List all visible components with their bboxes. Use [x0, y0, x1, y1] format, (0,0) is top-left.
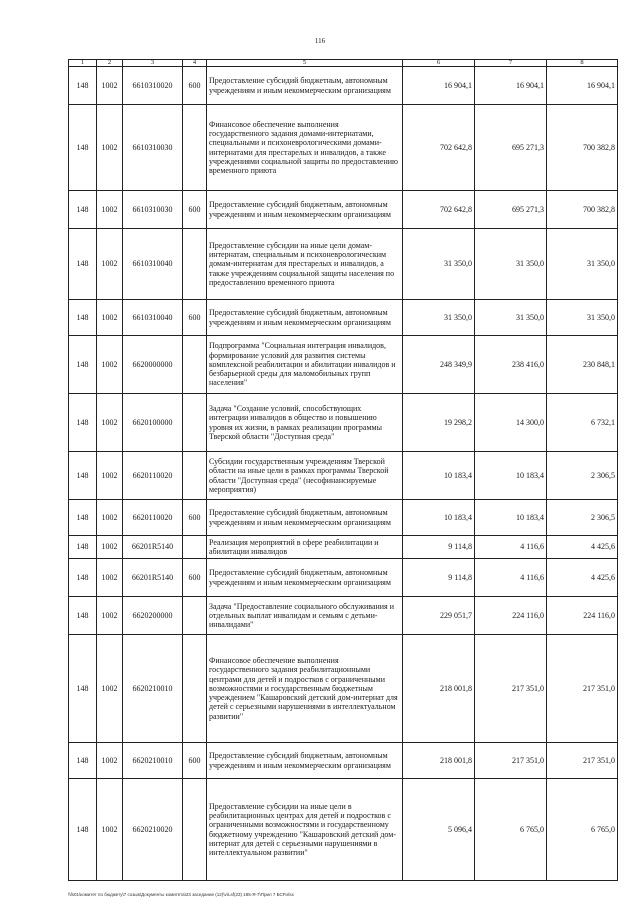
item-name-cell: Субсидии государственным учреждениям Тверской области на иные цели в рамках программы Тверской области "Доступная среда" (несофинансируемые мероприятия): [207, 452, 403, 500]
table-row: [69, 105, 618, 191]
item-name-cell: Предоставление субсидий бюджетным, автономным учреждениям и иным некоммерческим организациям: [207, 300, 403, 336]
section-code-cell: 1002: [97, 559, 123, 597]
amount-year2-cell: 31 350,0: [475, 300, 547, 336]
target-article-cell: 6610310030: [123, 191, 183, 229]
amount-year3-cell: 16 904,1: [547, 67, 618, 105]
column-number-row: [69, 60, 618, 67]
expense-type-cell: 600: [183, 67, 207, 105]
admin-code-cell: 148: [69, 635, 97, 743]
expense-type-cell: [183, 635, 207, 743]
amount-year3-cell: 2 306,5: [547, 500, 618, 536]
table-row: [69, 394, 618, 452]
amount-year3-cell: 31 350,0: [547, 229, 618, 300]
target-article-cell: 66201R5140: [123, 536, 183, 559]
section-code-cell: 1002: [97, 452, 123, 500]
item-name-cell: Подпрограмма "Социальная интеграция инвалидов, формирование условий для развития системы комплексной реабилитации и абилитации инвалидов и безбарьерной среды для маломобильных групп населения": [207, 336, 403, 394]
section-code-cell: 1002: [97, 336, 123, 394]
admin-code-cell: 148: [69, 336, 97, 394]
item-name-cell: Задача "Предоставление социального обслуживания и отдельных выплат инвалидам и семьям с детьми-инвалидами": [207, 597, 403, 635]
table-body: [69, 67, 618, 881]
table-row: [69, 559, 618, 597]
section-code-cell: 1002: [97, 300, 123, 336]
admin-code-cell: 148: [69, 67, 97, 105]
section-code-cell: 1002: [97, 394, 123, 452]
page-number: 116: [314, 37, 326, 45]
target-article-cell: 6610310040: [123, 229, 183, 300]
admin-code-cell: 148: [69, 300, 97, 336]
target-article-cell: 6620100000: [123, 394, 183, 452]
expense-type-cell: [183, 779, 207, 881]
target-article-cell: 6620110020: [123, 500, 183, 536]
expense-type-cell: 600: [183, 191, 207, 229]
table-row: [69, 743, 618, 779]
target-article-cell: 6610310040: [123, 300, 183, 336]
expense-type-cell: [183, 452, 207, 500]
amount-year1-cell: 31 350,0: [403, 300, 475, 336]
amount-year1-cell: 702 642,8: [403, 191, 475, 229]
section-code-cell: 1002: [97, 635, 123, 743]
amount-year3-cell: 31 350,0: [547, 300, 618, 336]
amount-year1-cell: 218 001,8: [403, 635, 475, 743]
column-header: 6: [403, 60, 475, 67]
amount-year1-cell: 702 642,8: [403, 105, 475, 191]
target-article-cell: 6620210010: [123, 743, 183, 779]
item-name-cell: Финансовое обеспечение выполнения государственного задания реабилитационными центрами для детей и подростков с ограниченными возможностями и государственным бюджетным учреждением "Кашаровский детский дом-интернат для детей с серьезными нарушениями в интеллектуальном развитии": [207, 635, 403, 743]
admin-code-cell: 148: [69, 779, 97, 881]
section-code-cell: 1002: [97, 536, 123, 559]
item-name-cell: Финансовое обеспечение выполнения государственного задания домами-интернатами, специальными и психоневрологическими домами-интернатами для престарелых и инвалидов, а также учреждениями социальной защиты по предоставлению временного приюта: [207, 105, 403, 191]
amount-year3-cell: 700 382,8: [547, 105, 618, 191]
amount-year3-cell: 230 848,1: [547, 336, 618, 394]
admin-code-cell: 148: [69, 229, 97, 300]
section-code-cell: 1002: [97, 597, 123, 635]
admin-code-cell: 148: [69, 191, 97, 229]
admin-code-cell: 148: [69, 743, 97, 779]
target-article-cell: 6620210020: [123, 779, 183, 881]
expense-type-cell: [183, 229, 207, 300]
item-name-cell: Предоставление субсидии на иные цели домам-интернатам, специальным и психоневрологическим домам-интернатам для престарелых и инвалидов, а также учреждениям социальной защиты населения по предоставлению временного приюта: [207, 229, 403, 300]
section-code-cell: 1002: [97, 743, 123, 779]
amount-year1-cell: 16 904,1: [403, 67, 475, 105]
amount-year3-cell: 4 425,6: [547, 559, 618, 597]
section-code-cell: 1002: [97, 191, 123, 229]
column-header: 1: [69, 60, 97, 67]
amount-year3-cell: 6 732,1: [547, 394, 618, 452]
admin-code-cell: 148: [69, 452, 97, 500]
expense-type-cell: [183, 336, 207, 394]
section-code-cell: 1002: [97, 105, 123, 191]
table-row: [69, 452, 618, 500]
amount-year1-cell: 9 114,8: [403, 536, 475, 559]
amount-year2-cell: 4 116,6: [475, 559, 547, 597]
column-header: 4: [183, 60, 207, 67]
section-code-cell: 1002: [97, 500, 123, 536]
admin-code-cell: 148: [69, 394, 97, 452]
amount-year1-cell: 229 051,7: [403, 597, 475, 635]
column-header: 5: [207, 60, 403, 67]
admin-code-cell: 148: [69, 105, 97, 191]
amount-year2-cell: 695 271,3: [475, 105, 547, 191]
target-article-cell: 6620200000: [123, 597, 183, 635]
item-name-cell: Предоставление субсидий бюджетным, автономным учреждениям и иным некоммерческим организациям: [207, 500, 403, 536]
table-row: [69, 191, 618, 229]
expense-type-cell: 600: [183, 559, 207, 597]
item-name-cell: Предоставление субсидий бюджетным, автономным учреждениям и иным некоммерческим организациям: [207, 559, 403, 597]
amount-year2-cell: 695 271,3: [475, 191, 547, 229]
table-row: [69, 536, 618, 559]
amount-year2-cell: 6 765,0: [475, 779, 547, 881]
item-name-cell: Предоставление субсидий бюджетным, автономным учреждениям и иным некоммерческим организациям: [207, 67, 403, 105]
table-row: [69, 500, 618, 536]
amount-year3-cell: 6 765,0: [547, 779, 618, 881]
table-row: [69, 779, 618, 881]
amount-year3-cell: 217 351,0: [547, 743, 618, 779]
column-header: 3: [123, 60, 183, 67]
amount-year2-cell: 14 300,0: [475, 394, 547, 452]
target-article-cell: 6620110020: [123, 452, 183, 500]
table-row: [69, 300, 618, 336]
column-header: 2: [97, 60, 123, 67]
target-article-cell: 6610310020: [123, 67, 183, 105]
expense-type-cell: 600: [183, 500, 207, 536]
amount-year3-cell: 217 351,0: [547, 635, 618, 743]
amount-year2-cell: 10 183,4: [475, 500, 547, 536]
table-row: [69, 635, 618, 743]
target-article-cell: 6620210010: [123, 635, 183, 743]
item-name-cell: Задача "Создание условий, способствующих интеграции инвалидов в общество и повышению уровня их жизни, в рамках реализации программы Тверской области "Доступная среда": [207, 394, 403, 452]
column-header: 8: [547, 60, 618, 67]
amount-year1-cell: 31 350,0: [403, 229, 475, 300]
amount-year2-cell: 10 183,4: [475, 452, 547, 500]
item-name-cell: Реализация мероприятий в сфере реабилитации и абилитации инвалидов: [207, 536, 403, 559]
column-header: 7: [475, 60, 547, 67]
expense-type-cell: [183, 536, 207, 559]
expense-type-cell: [183, 597, 207, 635]
amount-year1-cell: 9 114,8: [403, 559, 475, 597]
target-article-cell: 6610310030: [123, 105, 183, 191]
item-name-cell: Предоставление субсидий бюджетным, автономным учреждениям и иным некоммерческим организациям: [207, 191, 403, 229]
amount-year3-cell: 4 425,6: [547, 536, 618, 559]
amount-year3-cell: 224 116,0: [547, 597, 618, 635]
table-row: [69, 67, 618, 105]
item-name-cell: Предоставление субсидий бюджетным, автономным учреждениям и иным некоммерческим организациям: [207, 743, 403, 779]
amount-year2-cell: 4 116,6: [475, 536, 547, 559]
admin-code-cell: 148: [69, 500, 97, 536]
expense-type-cell: [183, 105, 207, 191]
table-row: [69, 229, 618, 300]
amount-year2-cell: 224 116,0: [475, 597, 547, 635]
target-article-cell: 66201R5140: [123, 559, 183, 597]
amount-year1-cell: 218 001,8: [403, 743, 475, 779]
section-code-cell: 1002: [97, 779, 123, 881]
amount-year2-cell: 217 351,0: [475, 635, 547, 743]
amount-year2-cell: 16 904,1: [475, 67, 547, 105]
admin-code-cell: 148: [69, 597, 97, 635]
amount-year3-cell: 2 306,5: [547, 452, 618, 500]
section-code-cell: 1002: [97, 67, 123, 105]
amount-year2-cell: 31 350,0: [475, 229, 547, 300]
admin-code-cell: 148: [69, 536, 97, 559]
admin-code-cell: 148: [69, 559, 97, 597]
table-row: [69, 336, 618, 394]
expense-type-cell: 600: [183, 300, 207, 336]
amount-year2-cell: 217 351,0: [475, 743, 547, 779]
amount-year3-cell: 700 382,8: [547, 191, 618, 229]
amount-year1-cell: 5 096,4: [403, 779, 475, 881]
expense-type-cell: 600: [183, 743, 207, 779]
amount-year1-cell: 19 298,2: [403, 394, 475, 452]
amount-year1-cell: 248 349,9: [403, 336, 475, 394]
amount-year1-cell: 10 183,4: [403, 500, 475, 536]
item-name-cell: Предоставление субсидии на иные цели в реабилитационных центрах для детей и подростков с ограниченными возможностями и государственному бюджетному учреждению "Кашаровский детский дом-интернат для детей с серьезными нарушениями в интеллектуальном развитии": [207, 779, 403, 881]
amount-year2-cell: 238 416,0: [475, 336, 547, 394]
expense-type-cell: [183, 394, 207, 452]
file-path-footer: \\fs01\комитет по бюджету\7 созыв\Документы комитета\23 заседание (12)\v\Lsf(23) 185-Я-7\Прил 7 БСР.xlsx: [68, 892, 294, 897]
target-article-cell: 6620000000: [123, 336, 183, 394]
table-row: [69, 597, 618, 635]
budget-table: [68, 59, 618, 881]
section-code-cell: 1002: [97, 229, 123, 300]
amount-year1-cell: 10 183,4: [403, 452, 475, 500]
